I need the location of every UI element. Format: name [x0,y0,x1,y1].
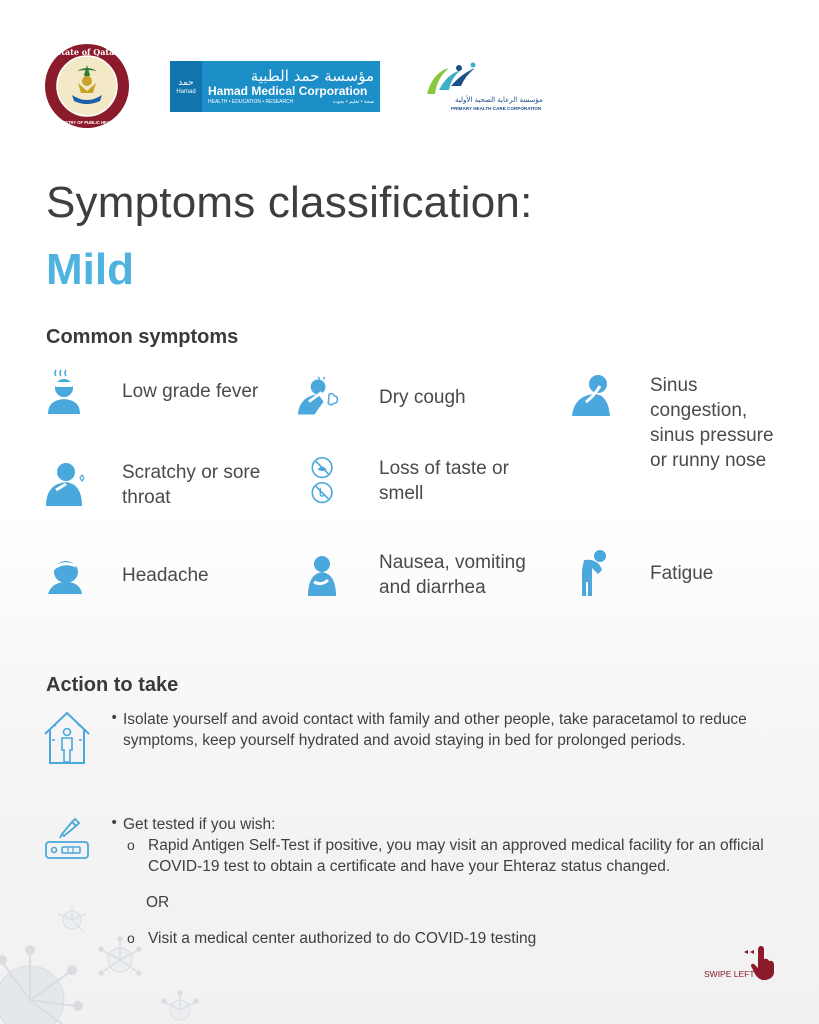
fever-icon [42,366,88,416]
or-separator: OR [146,894,170,911]
symptom-label: Fatigue [650,562,714,584]
phcc-english-name: PRIMARY HEALTH CARE CORPORATION [451,106,542,111]
sinus-icon [570,372,616,422]
bullet-marker: • [110,710,119,726]
sub-bullet-marker: o [127,837,135,853]
nausea-icon [300,550,346,600]
isolate-instruction: Isolate yourself and avoid contact with family and other people, take paracetamol to reduce symptoms, keep yourself hydrated and avoid staying in bed for prolonged periods. [123,711,747,749]
symptom-label: Scratchy or sore throat [122,462,261,508]
symptom-sore-throat [42,460,260,510]
symptom-cough [296,372,466,422]
hmc-tagline-arabic: صحة • تعليم • بحوث [332,98,374,105]
fatigue-icon [570,548,616,598]
test-kit-icon [42,812,92,862]
symptom-taste-smell [300,456,509,506]
symptom-label: Low grade fever [122,380,259,402]
swipe-left-label: SWIPE LEFT [704,969,755,979]
symptom-fever [42,366,258,416]
symptom-label: Nausea, vomiting and diarrhea [379,552,526,598]
medical-center-option: Visit a medical center authorized to do COVID-19 testing [148,930,537,947]
hamad-badge [170,61,202,112]
hamad-badge-arabic: حمد [178,77,194,88]
cough-icon [296,372,342,422]
symptom-label: Sinus congestion, sinus pressure or runny nose [650,375,774,471]
symptom-label: Dry cough [379,386,466,408]
symptom-label: Headache [122,564,209,586]
phcc-arabic-name: مؤسسة الرعاية الصحية الأولية [455,96,543,104]
common-symptoms-heading: Common symptoms [46,326,239,348]
virus-decoration-icon [0,900,230,1024]
stay-home-icon [42,710,92,766]
hmc-tagline-english: HEALTH • EDUCATION • RESEARCH [208,98,294,105]
get-tested-instruction: Get tested if you wish: [123,816,276,833]
hamad-badge-english: Hamad [176,88,196,95]
page-title: Symptoms classification: [46,178,533,227]
ministry-of-public-health-seal-logo [44,43,130,129]
hmc-arabic-name: مؤسسة حمد الطبية [250,66,374,85]
bullet-marker: • [110,815,119,831]
hmc-english-name: Hamad Medical Corporation [208,83,368,98]
phcc-emblem-icon [423,60,483,100]
symptom-headache [42,550,209,600]
loss-of-taste-smell-icon [300,456,346,506]
svg-text:MINISTRY OF PUBLIC HEALTH: MINISTRY OF PUBLIC HEALTH [56,120,118,125]
headache-icon [42,550,88,600]
sore-throat-icon [42,460,88,510]
swipe-left-hint[interactable] [704,944,784,984]
symptom-label: Loss of taste or smell [379,458,509,504]
hamad-medical-corporation-logo [170,61,380,112]
symptom-sinus [570,372,774,472]
severity-label: Mild [46,245,134,294]
self-test-option: Rapid Antigen Self-Test if positive, you may visit an approved medical facility for an official COVID-19 test to obtain a certificate and have your Ehteraz status changed. [148,837,764,875]
primary-health-care-corporation-logo [423,60,563,116]
symptom-nausea [300,550,526,600]
sub-bullet-marker: o [127,930,135,946]
svg-text:State of Qatar: State of Qatar [55,47,119,57]
action-heading: Action to take [46,674,179,696]
symptom-fatigue [570,548,713,598]
